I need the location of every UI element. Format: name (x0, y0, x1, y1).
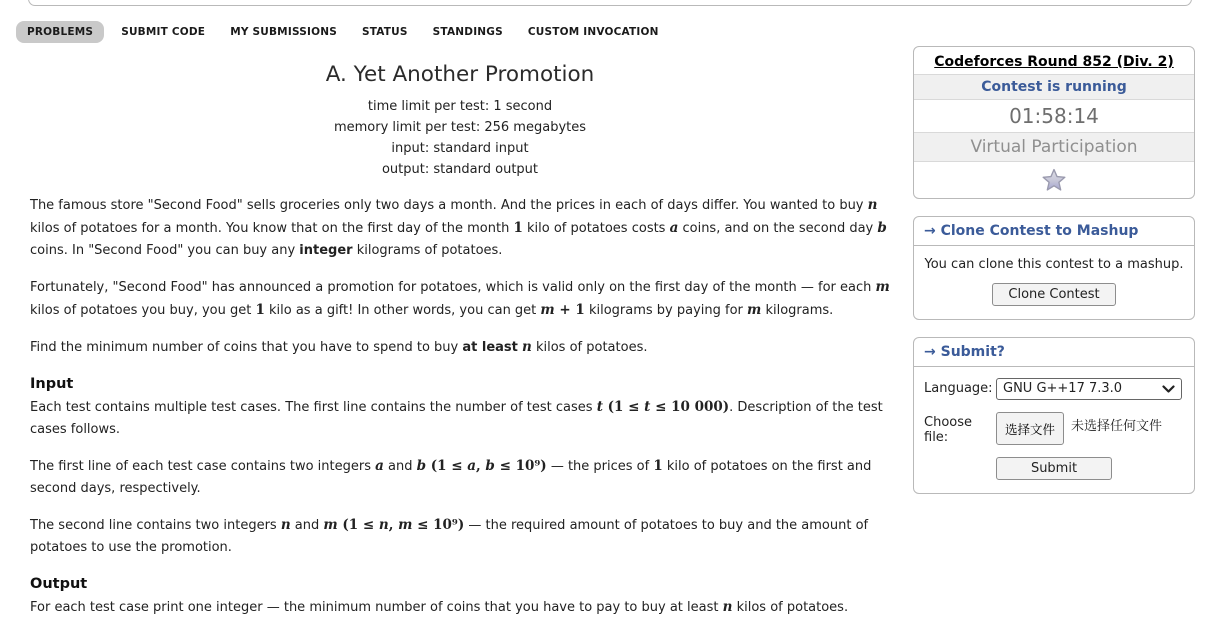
contest-title-row (914, 47, 1194, 75)
choose-file-button[interactable]: 选择文件 (996, 412, 1064, 445)
tab-submit-code[interactable]: SUBMIT CODE (121, 26, 206, 38)
memory-limit: memory limit per test: 256 megabytes (333, 120, 587, 135)
paragraph-legend-1: The famous store "Second Food" sells groceries only two days a month. And the prices in each of days differ. You wanted to buy n kilos of potatoes for a month. You know that on the first day of the month 1 kilo of potatoes costs a coins, and on the second day b coins. In "Second Food" you can buy any integer kilograms of potatoes. (30, 197, 887, 258)
language-select[interactable] (996, 378, 1182, 400)
contest-timer: 01:58:14 (914, 100, 1194, 133)
tab-custom-invocation[interactable]: CUSTOM INVOCATION (527, 26, 659, 38)
participation-mode: Virtual Participation (914, 133, 1194, 162)
problem-limits (30, 96, 890, 180)
sidebar (913, 46, 1195, 511)
input-spec: input: standard input (391, 141, 529, 156)
problem-statement (30, 54, 890, 619)
problem-title: A. Yet Another Promotion (325, 62, 595, 87)
tab-status[interactable]: STATUS (361, 26, 408, 38)
clone-box-caption[interactable]: → Clone Contest to Mashup (914, 217, 1194, 246)
clone-contest-box (913, 216, 1195, 320)
paragraph-output-1: For each test case print one integer — the minimum number of coins that you have to pay to buy at least n kilos of potatoes. (30, 599, 849, 615)
submit-box-caption[interactable]: → Submit? (914, 338, 1194, 367)
output-spec: output: standard output (381, 162, 539, 177)
tab-my-submissions[interactable]: MY SUBMISSIONS (230, 26, 337, 38)
second-level-menu (16, 21, 667, 43)
submit-box (913, 337, 1195, 494)
clone-box-text: You can clone this contest to a mashup. (924, 257, 1184, 272)
favorite-row (914, 162, 1194, 198)
clone-contest-button[interactable]: Clone Contest (992, 283, 1115, 306)
choose-file-label: Choose file: (924, 415, 972, 445)
paragraph-legend-3: Find the minimum number of coins that you have to spend to buy at least n kilos of potatoes. (30, 339, 648, 355)
language-selected-value: GNU G++17 7.3.0 (1003, 381, 1123, 396)
star-icon[interactable] (1041, 168, 1067, 192)
time-limit: time limit per test: 1 second (367, 99, 553, 114)
contest-info-box (913, 46, 1195, 199)
submit-button[interactable]: Submit (996, 457, 1112, 480)
input-heading: Input (30, 376, 74, 392)
contest-status: Contest is running (914, 75, 1194, 100)
file-status-text: 未选择任何文件 (1071, 419, 1163, 434)
main-menu-bottom-edge (28, 0, 1192, 6)
output-heading: Output (30, 576, 88, 592)
paragraph-legend-2: Fortunately, "Second Food" has announced a promotion for potatoes, which is valid only on the first day of the month — for each m kilos of potatoes you buy, you get 1 kilo as a gift! In other words, you can get m + 1 kilograms by paying for m kilograms. (30, 279, 890, 318)
chevron-down-icon (1162, 385, 1175, 393)
language-label: Language: (924, 381, 993, 396)
paragraph-input-1: Each test contains multiple test cases. The first line contains the number of test cases t (1 ≤ t ≤ 10 000). Description of the test cases follows. (30, 399, 883, 437)
paragraph-input-2: The first line of each test case contains two integers a and b (1 ≤ a, b ≤ 10⁹) — the prices of 1 kilo of potatoes on the first and second days, respectively. (30, 458, 872, 496)
tab-standings[interactable]: STANDINGS (432, 26, 503, 38)
tab-problems[interactable]: PROBLEMS (16, 21, 104, 43)
paragraph-input-3: The second line contains two integers n and m (1 ≤ n, m ≤ 10⁹) — the required amount of potatoes to buy and the amount of potatoes to use the promotion. (30, 517, 869, 555)
contest-link[interactable]: Codeforces Round 852 (Div. 2) (934, 54, 1174, 70)
